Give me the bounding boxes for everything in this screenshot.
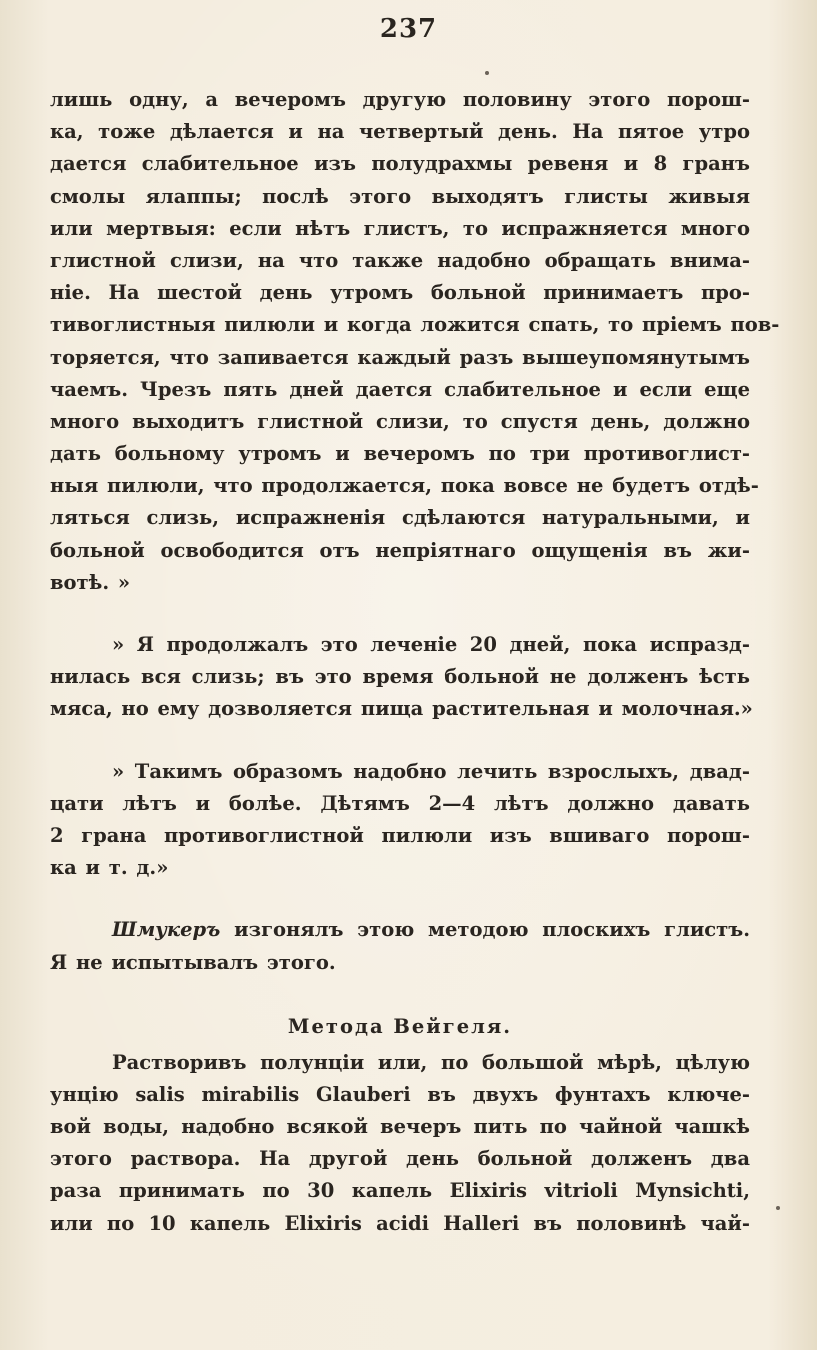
text-line: торяется, что запивается каждый разъ вышеупомянутымъ <box>50 345 750 369</box>
text-line: дается слабительное изъ полудрахмы ревеня и 8 гранъ <box>50 152 750 176</box>
text-line: смолы ялаппы; послѣ этого выходятъ глисты живыя <box>50 184 750 208</box>
text-line: ніе. На шестой день утромъ больной принимаетъ про- <box>50 281 750 305</box>
text-line: вой воды, надобно всякой вечеръ пить по чайной чашкѣ <box>50 1115 750 1139</box>
paragraph-schmucker <box>50 914 750 978</box>
page-number: 237 <box>379 14 438 44</box>
author-name: Шмукеръ <box>112 918 221 942</box>
text-line: много выходитъ глистной слизи, то спустя день, должно <box>50 409 750 433</box>
paper-speck <box>776 1206 780 1210</box>
text-line: » Такимъ образомъ надобно лечить взрослыхъ, двад- <box>112 759 750 783</box>
paragraph-gap <box>50 884 750 914</box>
text-fragment: изгонялъ этою методою плоскихъ глистъ. <box>220 918 750 942</box>
text-line: чаемъ. Чрезъ пять дней дается слабительное и если еще <box>50 377 750 401</box>
text-line: этого раствора. На другой день больной долженъ два <box>50 1147 750 1171</box>
text-line: унцію salis mirabilis Glauberi въ двухъ фунтахъ ключе- <box>50 1082 750 1106</box>
text-line: ка и т. д.» <box>50 856 169 880</box>
text-line: нилась вся слизь; въ это время больной не долженъ ѣсть <box>50 665 750 689</box>
text-line: ныя пилюли, что продолжается, пока вовсе не будетъ отдѣ- <box>50 474 759 498</box>
paragraph-gap <box>50 726 750 756</box>
text-line: Растворивъ полунціи или, по большой мѣрѣ, цѣлую <box>112 1050 750 1074</box>
text-line: дать больному утромъ и вечеромъ по три противоглист- <box>50 442 750 466</box>
paragraph-gap <box>50 599 750 629</box>
text-line: 2 грана противоглистной пилюли изъ вшиваго порош- <box>50 823 750 847</box>
text-line: цати лѣтъ и болѣе. Дѣтямъ 2—4 лѣтъ должно давать <box>50 791 750 815</box>
paragraph-gap <box>50 979 750 1007</box>
text-line: лишь одну, а вечеромъ другую половину этого порош- <box>50 88 750 111</box>
text-line: или по 10 капель Elixiris acidi Halleri въ половинѣ чай- <box>50 1211 750 1235</box>
text-line: Я не испытывалъ этого. <box>50 950 336 974</box>
text-line: больной освободится отъ непріятнаго ощущенія въ жи- <box>50 538 750 562</box>
text-line: или мертвыя: если нѣтъ глистъ, то испражняется много <box>50 216 750 240</box>
text-line: глистной слизи, на что также надобно обращать внима- <box>50 248 750 272</box>
text-line <box>50 914 750 946</box>
paragraph-weigel <box>50 1047 750 1240</box>
section-heading: Метода Вейгеля. <box>287 1014 513 1038</box>
paragraph-quote-treatment <box>50 629 753 726</box>
text-line: мяса, но ему дозволяется пища растительная и молочная.» <box>50 697 753 721</box>
paragraph-quote-adults <box>50 756 750 885</box>
text-line: раза принимать по 30 капель Elixiris vitrioli Mynsichti, <box>50 1179 750 1203</box>
text-line: ка, тоже дѣлается и на четвертый день. На пятое утро <box>50 120 750 144</box>
text-line: вотѣ. » <box>50 570 131 594</box>
page-body <box>50 84 780 1240</box>
text-line: ляться слизь, испражненія сдѣлаются натуральными, и <box>50 506 750 530</box>
text-line: » Я продолжалъ это леченіе 20 дней, пока испразд- <box>112 633 750 656</box>
paragraph-continued <box>50 84 780 599</box>
text-line: тивоглистныя пилюли и когда ложится спать, то пріемъ пов- <box>50 313 780 337</box>
paper-speck <box>485 71 489 75</box>
